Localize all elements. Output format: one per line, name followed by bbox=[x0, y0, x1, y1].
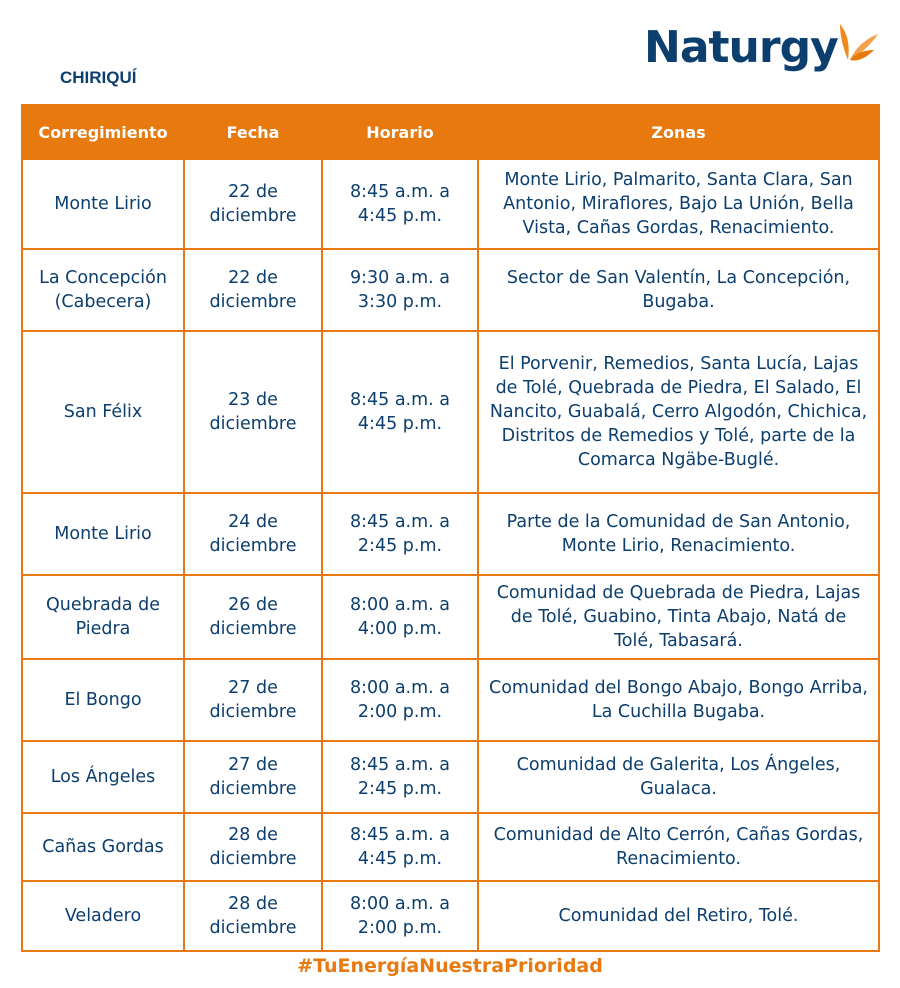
cell-horario: 8:45 a.m. a 4:45 p.m. bbox=[322, 159, 478, 249]
naturgy-logo bbox=[644, 20, 884, 84]
cell-zonas: Comunidad de Galerita, Los Ángeles, Gualaca. bbox=[478, 741, 879, 813]
cell-horario: 8:45 a.m. a 2:45 p.m. bbox=[322, 741, 478, 813]
cell-horario: 9:30 a.m. a 3:30 p.m. bbox=[322, 249, 478, 331]
cell-corregimiento: La Concepción (Cabecera) bbox=[22, 249, 184, 331]
cell-fecha: 24 de diciembre bbox=[184, 493, 322, 575]
cell-horario: 8:45 a.m. a 4:45 p.m. bbox=[322, 813, 478, 881]
table-row bbox=[22, 741, 879, 813]
cell-fecha: 27 de diciembre bbox=[184, 659, 322, 741]
cell-corregimiento: Monte Lirio bbox=[22, 493, 184, 575]
cell-zonas: Comunidad del Bongo Abajo, Bongo Arriba, La Cuchilla Bugaba. bbox=[478, 659, 879, 741]
cell-fecha: 28 de diciembre bbox=[184, 881, 322, 951]
table-row bbox=[22, 493, 879, 575]
cell-corregimiento: Quebrada de Piedra bbox=[22, 575, 184, 659]
cell-horario: 8:00 a.m. a 2:00 p.m. bbox=[322, 881, 478, 951]
butterfly-icon bbox=[834, 20, 880, 76]
header-fecha: Fecha bbox=[184, 105, 322, 159]
cell-zonas: El Porvenir, Remedios, Santa Lucía, Lajas de Tolé, Quebrada de Piedra, El Salado, El Nancito, Guabalá, Cerro Algodón, Chichica, Distritos de Remedios y Tolé, parte de la Comarca Ngäbe-Buglé. bbox=[478, 331, 879, 493]
table-row bbox=[22, 881, 879, 951]
cell-zonas: Comunidad del Retiro, Tolé. bbox=[478, 881, 879, 951]
cell-fecha: 22 de diciembre bbox=[184, 159, 322, 249]
cell-corregimiento: Monte Lirio bbox=[22, 159, 184, 249]
cell-corregimiento: Los Ángeles bbox=[22, 741, 184, 813]
region-title: CHIRIQUÍ bbox=[60, 68, 137, 87]
table-header-row bbox=[22, 105, 879, 159]
table-row bbox=[22, 813, 879, 881]
table-row bbox=[22, 575, 879, 659]
table-row bbox=[22, 159, 879, 249]
table-row bbox=[22, 659, 879, 741]
cell-corregimiento: Veladero bbox=[22, 881, 184, 951]
header-zonas: Zonas bbox=[478, 105, 879, 159]
table-row bbox=[22, 331, 879, 493]
schedule-table bbox=[21, 104, 880, 952]
cell-zonas: Comunidad de Quebrada de Piedra, Lajas de Tolé, Guabino, Tinta Abajo, Natá de Tolé, Tabasará. bbox=[478, 575, 879, 659]
cell-horario: 8:45 a.m. a 2:45 p.m. bbox=[322, 493, 478, 575]
cell-zonas: Parte de la Comunidad de San Antonio, Monte Lirio, Renacimiento. bbox=[478, 493, 879, 575]
cell-horario: 8:45 a.m. a 4:45 p.m. bbox=[322, 331, 478, 493]
cell-corregimiento: El Bongo bbox=[22, 659, 184, 741]
cell-corregimiento: San Félix bbox=[22, 331, 184, 493]
cell-zonas: Monte Lirio, Palmarito, Santa Clara, San Antonio, Miraflores, Bajo La Unión, Bella Vista, Cañas Gordas, Renacimiento. bbox=[478, 159, 879, 249]
cell-fecha: 23 de diciembre bbox=[184, 331, 322, 493]
cell-corregimiento: Cañas Gordas bbox=[22, 813, 184, 881]
header-horario: Horario bbox=[322, 105, 478, 159]
cell-fecha: 28 de diciembre bbox=[184, 813, 322, 881]
cell-fecha: 22 de diciembre bbox=[184, 249, 322, 331]
cell-zonas: Sector de San Valentín, La Concepción, Bugaba. bbox=[478, 249, 879, 331]
cell-horario: 8:00 a.m. a 4:00 p.m. bbox=[322, 575, 478, 659]
cell-zonas: Comunidad de Alto Cerrón, Cañas Gordas, Renacimiento. bbox=[478, 813, 879, 881]
cell-fecha: 26 de diciembre bbox=[184, 575, 322, 659]
logo-wordmark: Naturgy bbox=[644, 22, 838, 73]
cell-horario: 8:00 a.m. a 2:00 p.m. bbox=[322, 659, 478, 741]
table-row bbox=[22, 249, 879, 331]
footer-hashtag: #TuEnergíaNuestraPrioridad bbox=[297, 955, 603, 977]
header-corregimiento: Corregimiento bbox=[22, 105, 184, 159]
cell-fecha: 27 de diciembre bbox=[184, 741, 322, 813]
